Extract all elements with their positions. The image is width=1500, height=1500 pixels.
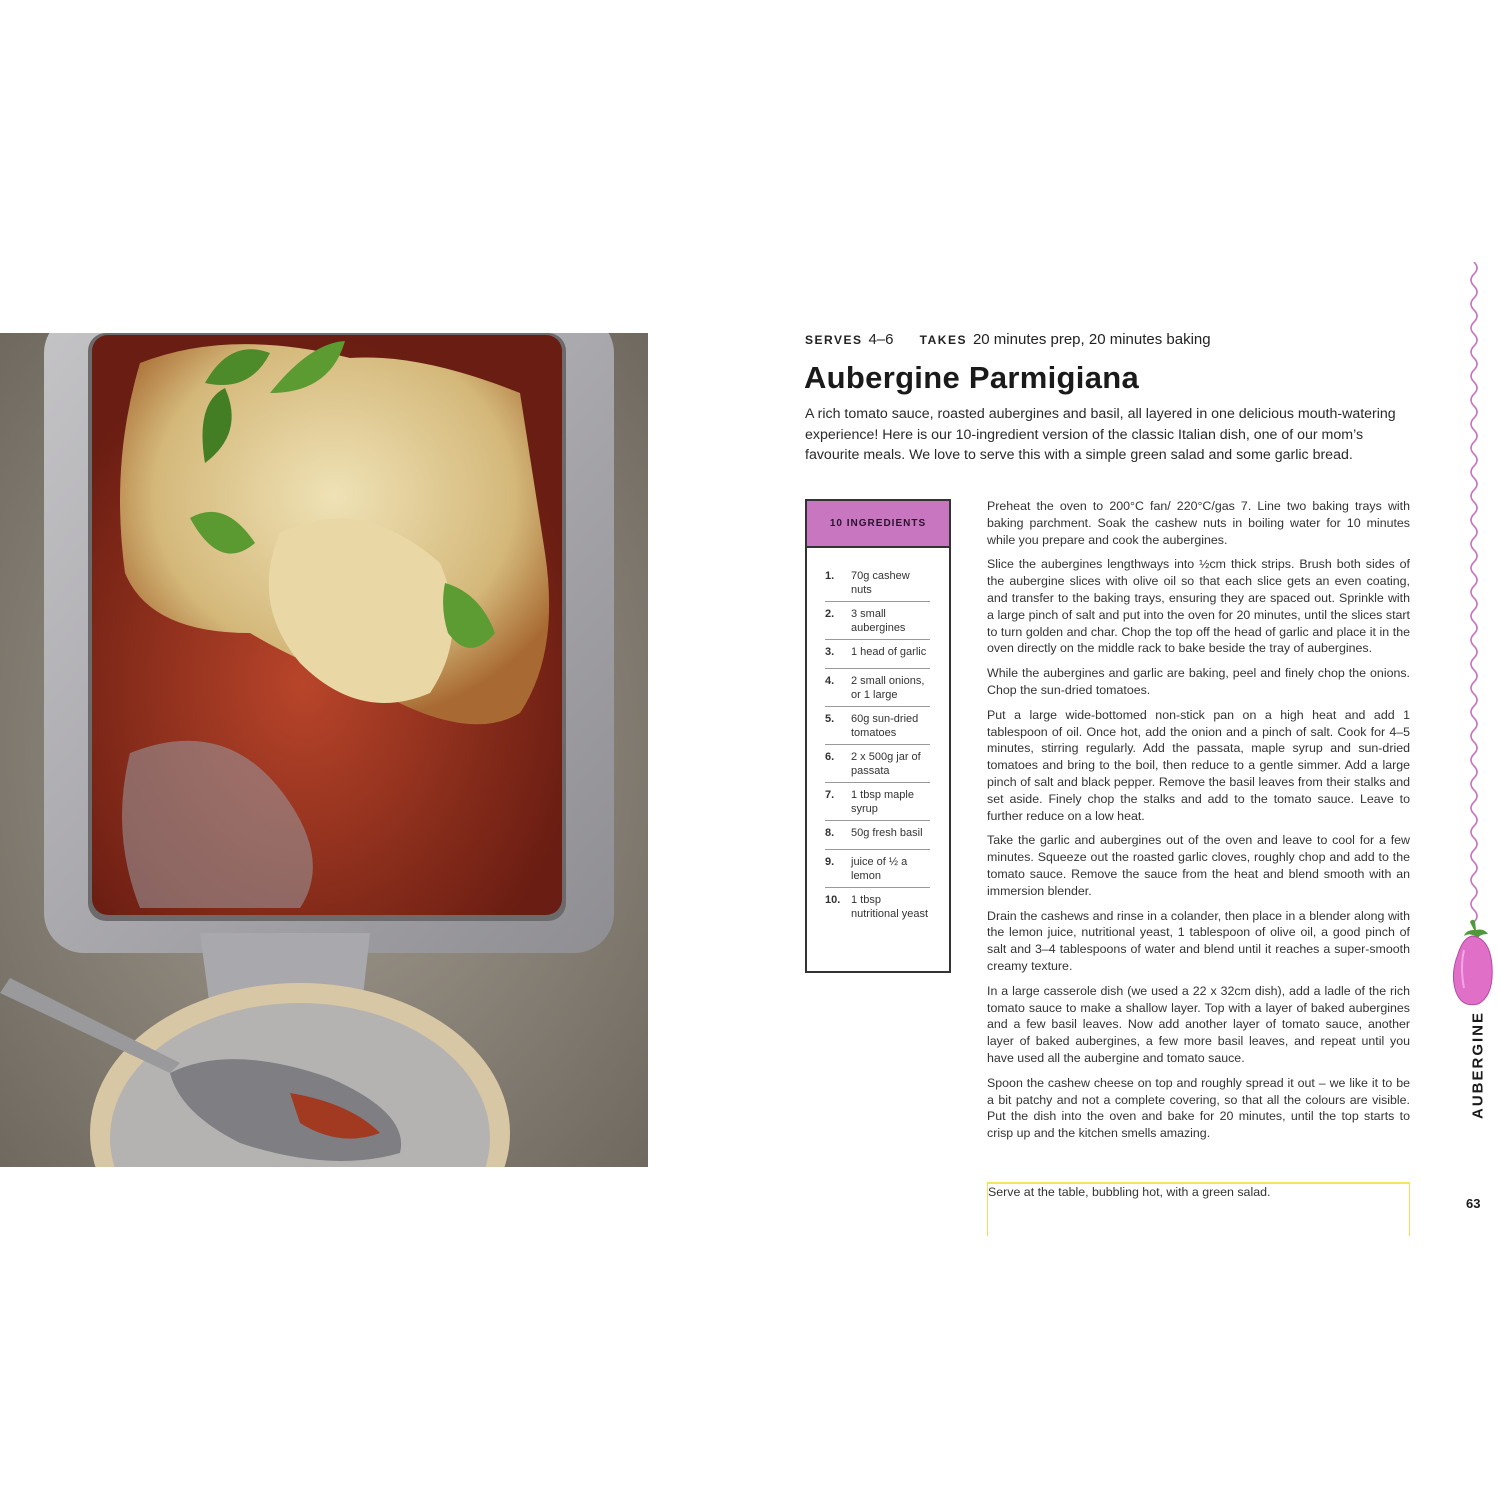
ingredient-text: 1 head of garlic <box>851 646 927 658</box>
method-step: Drain the cashews and rinse in a colander, then place in a blender along with the lemon juice, nutritional yeast, 1 tablespoon of olive oil, a good pinch of salt and 3–4 tablespoons of water and blend until it reaches a super-smooth creamy texture. <box>987 908 1410 973</box>
ingredient-item <box>825 640 930 669</box>
ingredient-text: 2 small onions, or 1 large <box>851 675 925 701</box>
ingredient-item <box>825 783 930 821</box>
ingredients-list <box>807 548 949 925</box>
method-step: Put a large wide-bottomed non-stick pan on a high heat and add 1 tablespoon of oil. Once hot, add the onion and a pinch of salt. Cook for 4–5 minutes, stirring regularly. Add the passata, maple syrup and sun-dried tomatoes and bring to the boil, then reduce to a gentle simmer. Add a large pinch of salt and black pepper. Remove the basil leaves from their stalks and set aside. Finely chop the stalks and add to the tomato sauce. Leave to further reduce on a low heat. <box>987 707 1410 823</box>
recipe-meta <box>805 331 1233 348</box>
ingredient-number: 7. <box>825 789 835 801</box>
serves-label: SERVES <box>805 333 863 347</box>
ingredient-item <box>825 745 930 783</box>
ingredient-text: 1 tbsp nutritional yeast <box>851 894 929 920</box>
method-step: In a large casserole dish (we used a 22 x 32cm dish), add a ladle of the rich tomato sauce to make a shallow layer. Top with a layer of baked aubergines and a few basil leaves. Now add another layer of tomato sauce, another layer of baked aubergines, a few more basil leaves, and repeat until you have used all the aubergine and tomato sauce. <box>987 983 1410 1065</box>
serves-value: 4–6 <box>868 331 894 348</box>
method-steps <box>987 498 1410 1150</box>
ingredient-text: 1 tbsp maple syrup <box>851 789 914 815</box>
page-number: 63 <box>1466 1196 1481 1211</box>
ingredient-number: 5. <box>825 713 835 725</box>
eggplant-icon <box>1448 918 1496 1008</box>
ingredient-text: juice of ½ a lemon <box>851 856 908 882</box>
method-step: While the aubergines and garlic are baking, peel and finely chop the onions. Chop the sun-dried tomatoes. <box>987 666 1410 697</box>
recipe-photo <box>0 333 648 1167</box>
method-step: Take the garlic and aubergines out of the oven and leave to cool for a few minutes. Squeeze out the roasted garlic cloves, roughly chop and add to the tomato sauce. Remove the sauce from the heat and blend smooth with an immersion blender. <box>987 833 1410 898</box>
ingredient-number: 2. <box>825 608 835 620</box>
final-step-text: Serve at the table, bubbling hot, with a green salad. <box>988 1185 1271 1199</box>
ingredients-box <box>805 499 951 973</box>
recipe-intro: A rich tomato sauce, roasted aubergines and basil, all layered in one delicious mouth-watering experience! Here is our 10-ingredient version of the classic Italian dish, one of our mom’s favourite meals. We love to serve this with a simple green salad and some garlic bread. <box>805 406 1396 463</box>
method-step: Slice the aubergines lengthways into ½cm thick strips. Brush both sides of the aubergine slices with olive oil so that each slice gets an even coating, and transfer to the baking trays, ensuring they are spaced out. Sprinkle with a large pinch of salt and put into the oven for 20 minutes, until the slices start to turn golden and char. Chop the top off the head of garlic and place it in the oven directly on the middle rack to bake beside the tray of aubergines. <box>987 557 1410 656</box>
ingredient-text: 50g fresh basil <box>851 827 923 839</box>
ingredient-number: 8. <box>825 827 835 839</box>
ingredient-number: 10. <box>825 894 841 906</box>
method-step: Preheat the oven to 200°C fan/ 220°C/gas 7. Line two baking trays with baking parchment. Soak the cashew nuts in boiling water for 10 minutes while you prepare and cook the aubergines. <box>987 499 1410 547</box>
ingredient-item <box>825 602 930 640</box>
ingredients-heading: 10 INGREDIENTS <box>807 501 949 548</box>
ingredient-number: 3. <box>825 646 835 658</box>
ingredient-text: 70g cashew nuts <box>851 570 910 596</box>
ingredient-item <box>825 821 930 850</box>
highlighted-final-step <box>987 1182 1410 1236</box>
takes-value: 20 minutes prep, 20 minutes baking <box>972 331 1211 348</box>
ingredient-item <box>825 669 930 707</box>
takes-label: TAKES <box>919 333 967 347</box>
ingredient-text: 60g sun-dried tomatoes <box>851 713 919 739</box>
aubergine-parmigiana-photo <box>0 333 648 1167</box>
chapter-tab: AUBERGINE <box>1469 1010 1487 1120</box>
ingredient-text: 3 small aubergines <box>851 608 906 634</box>
ingredient-item <box>825 707 930 745</box>
ingredient-number: 4. <box>825 675 835 687</box>
ingredient-item <box>825 564 930 602</box>
recipe-title: Aubergine Parmigiana <box>804 360 1140 395</box>
wavy-line-decoration <box>1462 262 1486 922</box>
ingredient-text: 2 x 500g jar of passata <box>851 751 921 777</box>
ingredient-item <box>825 888 930 925</box>
ingredient-item <box>825 850 930 888</box>
ingredient-number: 1. <box>825 570 835 582</box>
method-step: Spoon the cashew cheese on top and roughly spread it out – we like it to be a bit patchy and not a complete covering, so that all the colours are visible. Put the dish into the oven and bake for 20 minutes, until the top starts to crisp up and the kitchen smells amazing. <box>987 1075 1410 1141</box>
ingredient-number: 9. <box>825 856 835 868</box>
ingredient-number: 6. <box>825 751 835 763</box>
